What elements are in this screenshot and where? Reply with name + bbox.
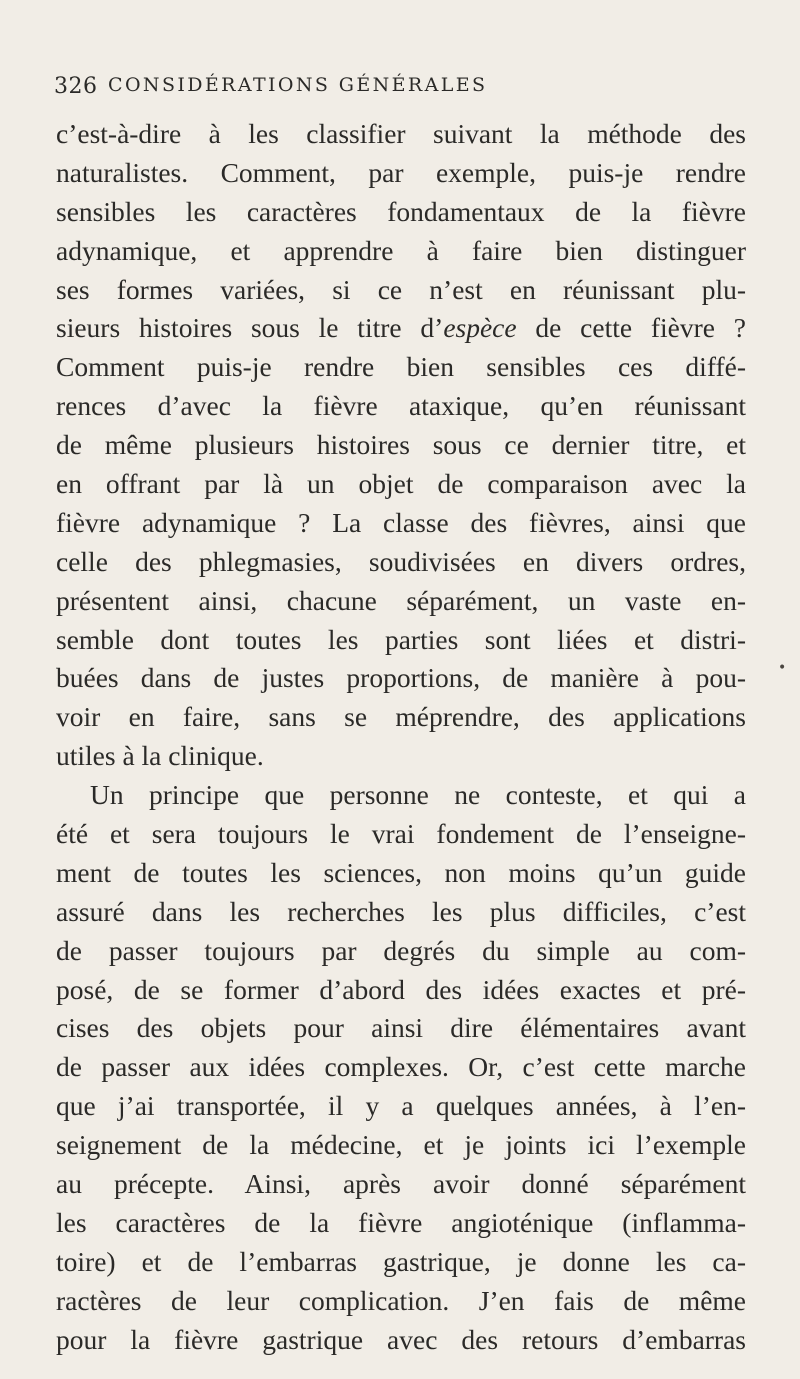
text-line: que j’ai transportée, il y a quelques années, à l’en- [56, 1090, 746, 1122]
text-line: Comment puis-je rendre bien sensibles ces diffé- [56, 351, 746, 383]
text-line: cises des objets pour ainsi dire élémentaires avant [56, 1012, 746, 1044]
body-text [56, 115, 746, 1360]
text-line: au précepte. Ainsi, après avoir donné séparément [56, 1168, 746, 1200]
text-line: assuré dans les recherches les plus difficiles, c’est [56, 895, 746, 927]
text-line: seignement de la médecine, et je joints ici l’exemple [56, 1129, 746, 1161]
text-line: été et sera toujours le vrai fondement de l’enseigne- [56, 818, 746, 850]
text-fragment: de cette fièvre ? [516, 312, 746, 344]
running-title: CONSIDÉRATIONS GÉNÉRALES [108, 74, 488, 96]
text-line-with-italic [56, 309, 746, 348]
italic-word: espèce [443, 312, 517, 344]
margin-mark-icon: • [778, 660, 787, 676]
text-line: ses formes variées, si ce n’est en réunissant plu- [56, 273, 746, 305]
text-line: c’est-à-dire à les classifier suivant la méthode des [56, 118, 746, 149]
text-line: sensibles les caractères fondamentaux de la fièvre [56, 195, 746, 227]
text-line: posé, de se former d’abord des idées exactes et pré- [56, 973, 746, 1005]
text-line: ment de toutes les sciences, non moins qu’un guide [56, 856, 746, 888]
text-line: les caractères de la fièvre angioténique (inflamma- [56, 1206, 746, 1238]
text-line: pour la fièvre gastrique avec des retours d’embarras [56, 1323, 746, 1355]
text-fragment: sieurs histoires sous le titre d’ [56, 312, 444, 344]
text-line: semble dont toutes les parties sont liées et distri- [56, 623, 746, 655]
text-line: toire) et de l’embarras gastrique, je donne les ca- [56, 1245, 746, 1277]
text-line: adynamique, et apprendre à faire bien distinguer [56, 234, 746, 266]
page-header [54, 70, 754, 110]
text-line: utiles à la clinique. [56, 740, 264, 772]
text-line: de passer aux idées complexes. Or, c’est cette marche [56, 1051, 746, 1083]
text-line: Un principe que personne ne conteste, et qui a [90, 779, 746, 811]
text-line: buées dans de justes proportions, de manière à pou- [56, 662, 746, 694]
text-line: celle des phlegmasies, soudivisées en divers ordres, [56, 545, 746, 577]
page-number: 326 [54, 74, 98, 99]
text-line: fièvre adynamique ? La classe des fièvres, ainsi que [56, 506, 746, 538]
text-line: naturalistes. Comment, par exemple, puis-je rendre [56, 156, 746, 188]
text-line: ractères de leur complication. J’en fais de même [56, 1284, 746, 1316]
text-line: voir en faire, sans se méprendre, des applications [56, 701, 746, 733]
text-line: en offrant par là un objet de comparaison avec la [56, 468, 746, 500]
text-line: présentent ainsi, chacune séparément, un vaste en- [56, 584, 746, 616]
text-line: de passer toujours par degrés du simple au com- [56, 934, 746, 966]
text-line: rences d’avec la fièvre ataxique, qu’en réunissant [56, 390, 746, 422]
text-line: de même plusieurs histoires sous ce dernier titre, et [56, 429, 746, 461]
